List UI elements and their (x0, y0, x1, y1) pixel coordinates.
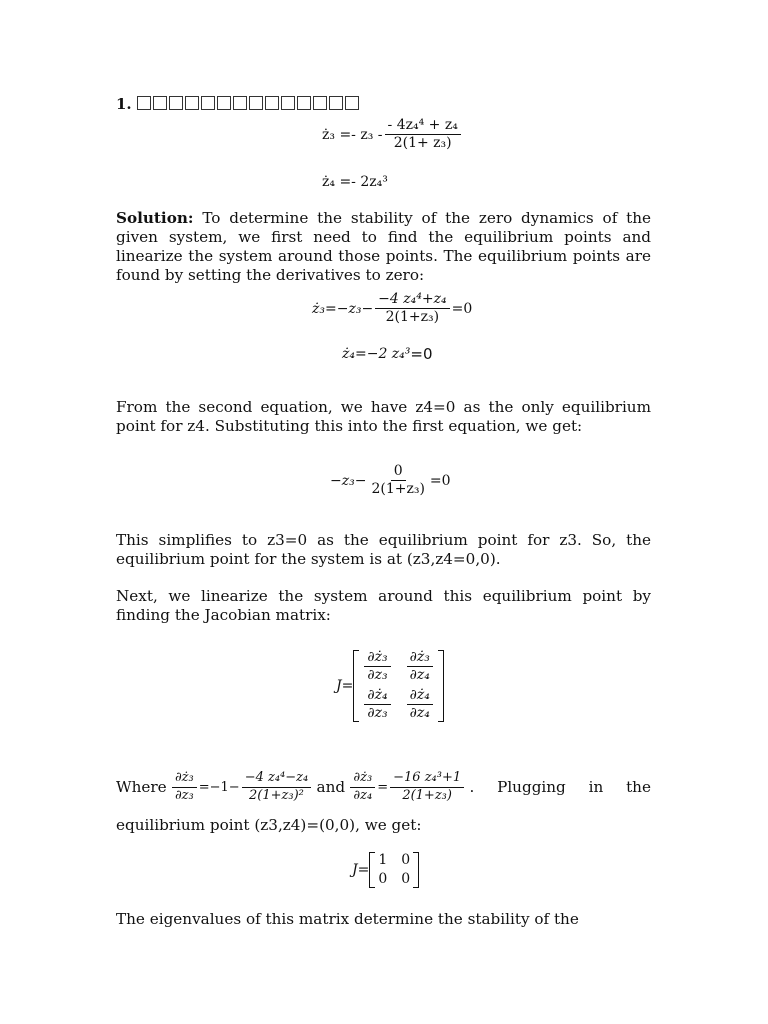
and-word: and (316, 778, 346, 796)
missing-glyph-box (249, 96, 263, 110)
partial-2-fraction (390, 771, 464, 803)
jacobian-cell: $\frac{\text{∂ż₃}}{\text{∂z₃}}$ (364, 650, 390, 684)
given-eq2-lhs: ż₄ =- 2z₄³ (322, 174, 388, 190)
jacobian-cell: $\frac{\text{∂ż₄}}{\text{∂z₄}}$ (407, 688, 433, 722)
jacobian-cell: $\frac{\text{∂ż₃}}{\text{∂z₄}}$ (407, 650, 433, 684)
partial-derivative-1 (170, 771, 313, 803)
paragraph-second-equation: From the second equation, we have z4=0 as the only equilibrium point for z4. Substituting this into the first equation, we get: (116, 398, 651, 435)
partial-2-num: −16 z₄³+1 (390, 771, 464, 787)
missing-glyph-box (297, 96, 311, 110)
jacobian-bracket (353, 650, 443, 722)
result-matrix-label: J= (352, 862, 370, 878)
given-eq1-numerator: - 4z₄⁴ + z₄ (385, 118, 461, 135)
given-equation-1 (322, 118, 463, 152)
eq2-lhs: ż₄=−2 z₄³ (342, 346, 411, 362)
jacobian-matrix (336, 650, 444, 722)
equilibrium-equation-2 (342, 345, 433, 363)
eq1-numerator: −4 z₄⁴+z₄ (375, 292, 449, 309)
missing-glyph-box (313, 96, 327, 110)
partial-derivative-2 (348, 771, 466, 803)
partial-1-lhs-num: ∂ż₃ (172, 771, 197, 787)
partials-line (116, 766, 651, 808)
partial-1-mid: =−1− (198, 779, 240, 795)
partial-1-lhs (172, 771, 197, 803)
jacobian-grid (362, 650, 434, 722)
partial-2-mid: = (377, 779, 389, 795)
missing-glyph-box (217, 96, 231, 110)
sub-rhs: =0 (429, 472, 451, 489)
missing-glyph-box (185, 96, 199, 110)
eq1-rhs: =0 (451, 300, 473, 317)
right-bracket (413, 852, 419, 888)
given-eq1-denominator: 2(1+ z₃) (393, 135, 452, 152)
result-matrix-grid (378, 852, 410, 888)
given-equation-2 (322, 174, 388, 190)
result-matrix-bracket (369, 852, 419, 888)
sub-denominator: 2(1+z₃) (371, 481, 425, 498)
matrix-cell: 0 (401, 871, 411, 887)
jacobian-label: J= (336, 677, 354, 694)
equilibrium-equation-1 (312, 292, 472, 326)
partial-2-lhs-num: ∂ż₃ (350, 771, 375, 787)
problem-number: 1. (116, 95, 132, 113)
matrix-cell: 1 (378, 852, 388, 868)
missing-glyph-box (137, 96, 151, 110)
solution-body: To determine the stability of the zero dynamics of the given system, we first need to find the equilibrium points and linearize the system around those points. The equilibrium points are found by setting the derivatives to zero: (116, 209, 651, 284)
substituted-equation (330, 464, 451, 498)
eq1-denominator: 2(1+z₃) (385, 309, 440, 326)
partial-1-fraction (242, 771, 312, 803)
missing-glyph-box (233, 96, 247, 110)
missing-glyph-box (169, 96, 183, 110)
sub-numerator: 0 (391, 464, 406, 481)
missing-glyph-box (153, 96, 167, 110)
missing-glyphs (137, 95, 361, 113)
partial-2-den: 2(1+z₃) (402, 787, 452, 803)
missing-glyph-box (265, 96, 279, 110)
missing-glyph-box (281, 96, 295, 110)
eq2-rhs: =0 (410, 345, 433, 363)
sub-lhs: −z₃− (330, 472, 367, 489)
result-matrix (352, 852, 419, 888)
matrix-cell: 0 (401, 852, 411, 868)
eq1-fraction (375, 292, 449, 326)
given-eq1-lhs: ż₃ =- z₃ - (322, 126, 383, 143)
missing-glyph-box (329, 96, 343, 110)
eq1-lhs: ż₃=−z₃− (312, 300, 374, 317)
jacobian-cell: $\frac{\text{∂ż₄}}{\text{∂z₃}}$ (364, 688, 390, 722)
partial-1-den: 2(1+z₃)² (249, 787, 304, 803)
paragraph-equilibrium-point: equilibrium point (z3,z4)=(0,0), we get: (116, 816, 422, 834)
plugging-text: . Plugging in the (469, 778, 651, 796)
sub-fraction (368, 464, 427, 498)
partial-1-lhs-den: ∂z₃ (174, 787, 194, 803)
right-bracket (438, 650, 444, 722)
solution-label: Solution: (116, 209, 194, 227)
missing-glyph-box (345, 96, 359, 110)
matrix-cell: 0 (378, 871, 388, 887)
left-bracket (353, 650, 359, 722)
solution-paragraph (116, 209, 651, 285)
partial-2-lhs-den: ∂z₄ (353, 787, 373, 803)
missing-glyph-box (201, 96, 215, 110)
paragraph-eigenvalues: The eigenvalues of this matrix determine the stability of the (116, 910, 579, 928)
paragraph-simplifies: This simplifies to z3=0 as the equilibrium point for z3. So, the equilibrium point for the system is at (z3,z4=0,0). (116, 531, 651, 568)
where-word: Where (116, 778, 167, 796)
given-eq1-fraction (385, 118, 461, 152)
partial-1-num: −4 z₄⁴−z₄ (242, 771, 312, 787)
partial-2-lhs (350, 771, 375, 803)
problem-heading (116, 95, 361, 113)
paragraph-linearize: Next, we linearize the system around this equilibrium point by finding the Jacobian matrix: (116, 587, 651, 624)
left-bracket (369, 852, 375, 888)
